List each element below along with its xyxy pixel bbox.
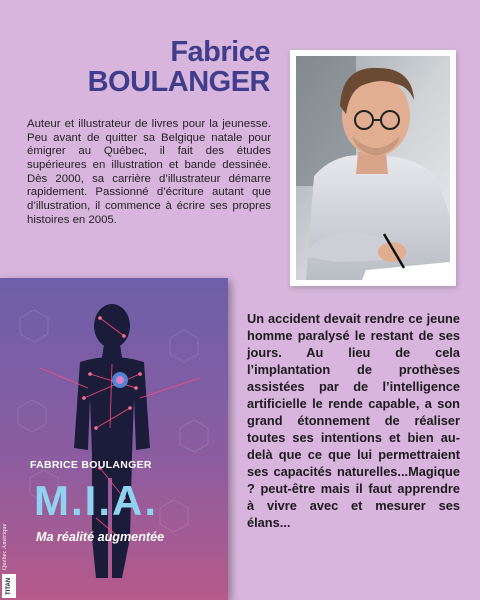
book-cover-art bbox=[0, 278, 228, 600]
publisher-name: Québec Amérique bbox=[2, 523, 8, 570]
book-subtitle: Ma réalité augmentée bbox=[36, 530, 165, 544]
author-last-name: BOULANGER bbox=[87, 65, 270, 98]
author-photo bbox=[290, 50, 456, 286]
book-author: FABRICE BOULANGER bbox=[30, 459, 152, 471]
book-cover bbox=[0, 278, 228, 600]
book-synopsis: Un accident devait rendre ce jeune homme paralysé le restant de ses jours. Au lieu de cela l’implantation de prothèses assistées par de l’intelligence artificielle le rende capable, a son grand étonnement de réaliser toutes ses intentions et bien au-delà que ce que lui permettraient ses capacités naturelles...Magique ? peut-être mais il faut apprendre à vivre avec et mesurer ses élans... bbox=[247, 311, 460, 531]
author-name bbox=[88, 38, 270, 97]
author-first-name: Fabrice bbox=[170, 36, 270, 68]
publisher-badge: TITAN bbox=[2, 574, 16, 598]
author-portrait-image bbox=[296, 56, 450, 280]
author-bio: Auteur et illustrateur de livres pour la jeunesse. Peu avant de quitter sa Belgique natale pour émigrer au Québec, il fait des études supérieures en illustration et bande dessinée. Dès 2000, sa carrière d’illustrateur démarre rapidement. Passionné d’écriture autant que d’illustration, il commence à écrire ses propres histoires en 2005. bbox=[27, 118, 271, 226]
book-title: M.I.A. bbox=[34, 477, 158, 524]
